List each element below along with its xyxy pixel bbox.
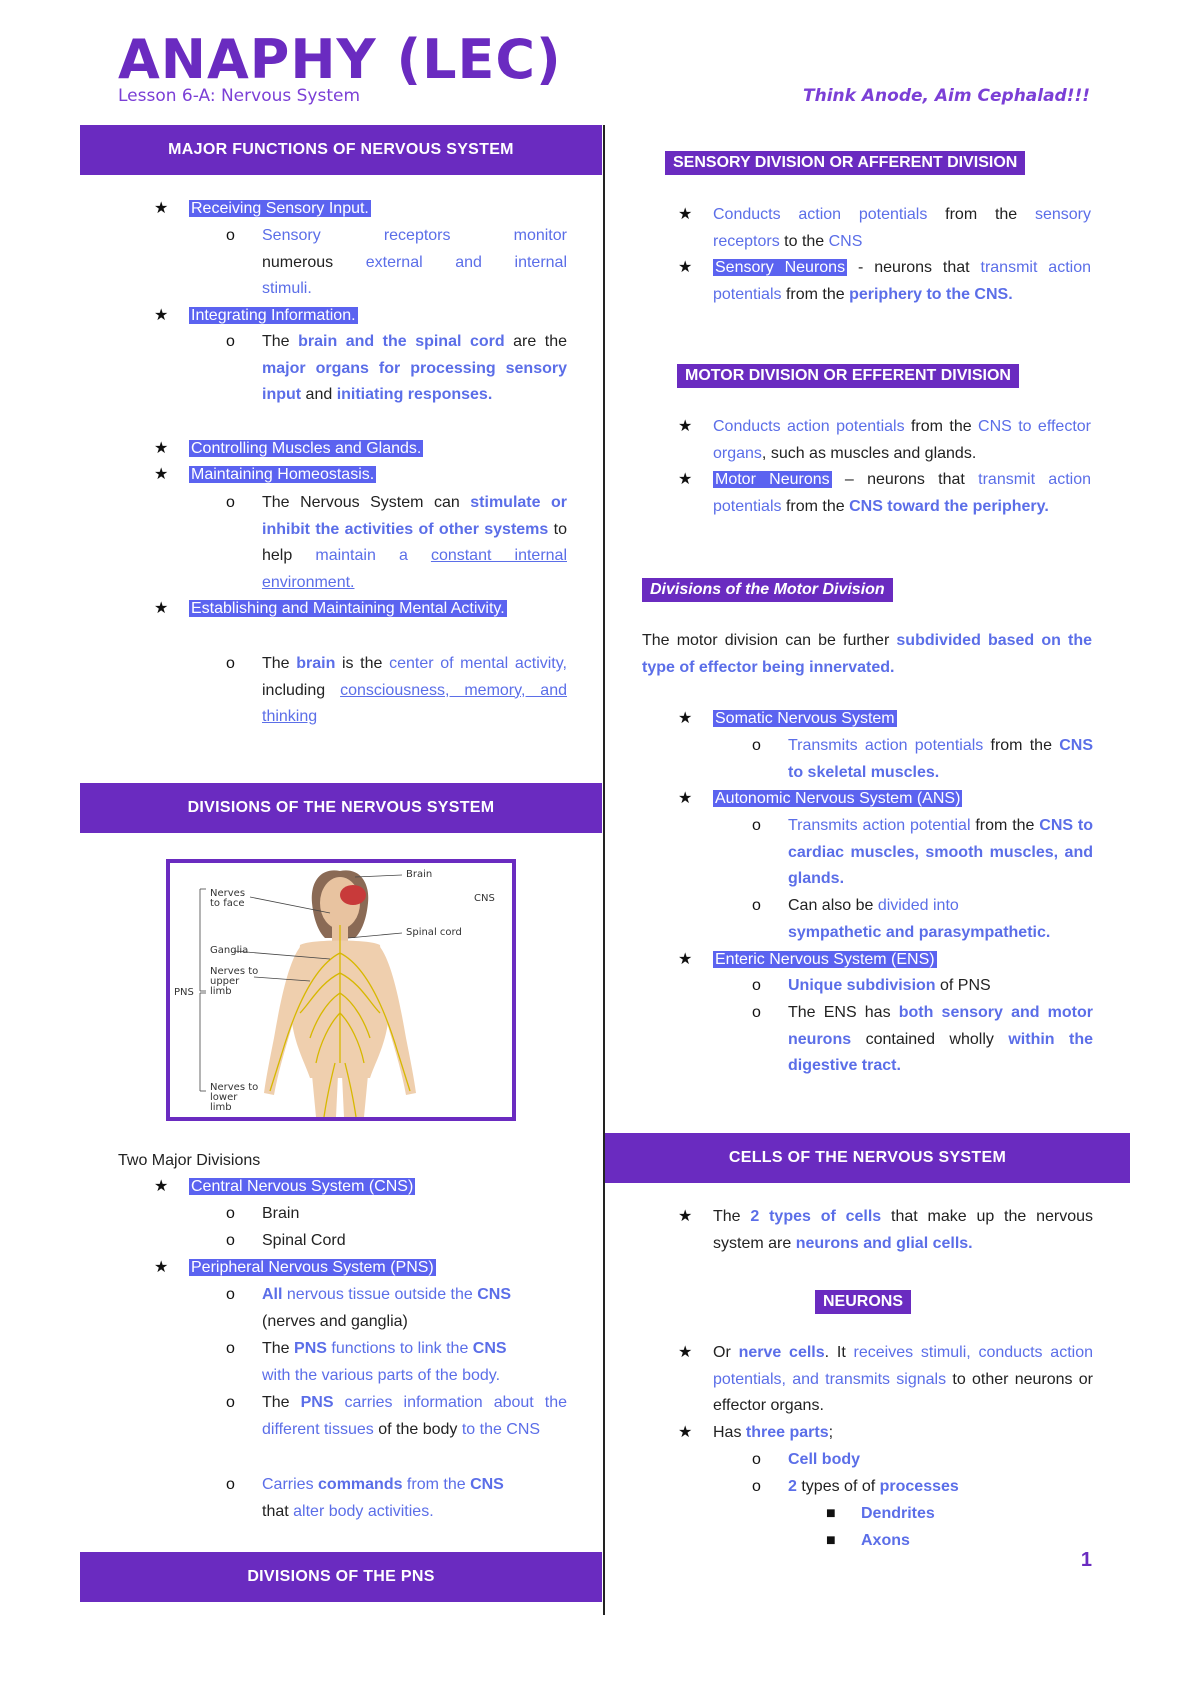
square-bullet: ■	[826, 1532, 836, 1549]
function-receiving-sensory-detail: Sensory receptors monitor numerous external and internal stimuli.	[262, 227, 567, 297]
pns-item-3: The PNS carries information about the different tissues of the body to the CNS	[262, 1394, 568, 1438]
star-bullet: ★	[678, 1424, 693, 1441]
star-bullet: ★	[678, 1208, 693, 1225]
sensory-division-heading: SENSORY DIVISION OR AFFERENT DIVISION	[665, 151, 1025, 175]
pns-item-4: Carries commands from the CNS that alter body activities.	[262, 1476, 504, 1520]
star-bullet: ★	[678, 259, 693, 276]
divisions-pns-heading: DIVISIONS OF THE PNS	[80, 1552, 602, 1602]
function-integrating-detail: The brain and the spinal cord are the major organs for processing sensory input and initiating responses.	[262, 333, 568, 403]
autonomic-label: Autonomic Nervous System (ANS)	[715, 790, 961, 807]
somatic-detail: Transmits action potentials from the CNS to skeletal muscles.	[788, 737, 1093, 781]
circle-bullet: o	[226, 333, 235, 350]
pns-label: Peripheral Nervous System (PNS)	[191, 1259, 434, 1276]
figure-label-nerves-upper-limb: Nerves to upper limb	[210, 966, 259, 997]
function-homeostasis: Maintaining Homeostasis.	[191, 466, 375, 483]
autonomic-divided: Can also be divided into sympathetic and parasympathetic.	[788, 897, 1051, 941]
figure-label-nerves-face: Nerves to face	[210, 888, 246, 909]
circle-bullet: o	[226, 1340, 235, 1357]
star-bullet: ★	[154, 440, 169, 457]
circle-bullet: o	[752, 1004, 761, 1021]
star-bullet: ★	[154, 600, 169, 617]
star-bullet: ★	[678, 471, 693, 488]
part-axons: Axons	[861, 1532, 910, 1549]
figure-label-cns: CNS	[474, 893, 495, 904]
circle-bullet: o	[752, 1451, 761, 1468]
figure-label-brain: Brain	[406, 869, 433, 880]
column-divider	[603, 125, 605, 1615]
circle-bullet: o	[226, 1232, 235, 1249]
motto: Think Anode, Aim Cephalad!!!	[803, 86, 1090, 106]
circle-bullet: o	[226, 1476, 235, 1493]
cells-heading: CELLS OF THE NERVOUS SYSTEM	[605, 1133, 1130, 1183]
function-mental-activity: Establishing and Maintaining Mental Activity.	[191, 600, 505, 617]
function-mental-detail: The brain is the center of mental activity, including consciousness, memory, and thinking	[262, 655, 568, 725]
circle-bullet: o	[752, 977, 761, 994]
figure-label-nerves-lower-limb: Nerves to lower limb	[210, 1082, 259, 1113]
circle-bullet: o	[752, 737, 761, 754]
star-bullet: ★	[154, 200, 169, 217]
circle-bullet: o	[226, 494, 235, 511]
star-bullet: ★	[678, 1344, 693, 1361]
sensory-item-2: Sensory Neurons - neurons that transmit action potentials from the periphery to the CNS.	[713, 259, 1091, 303]
cells-item-1: The 2 types of cells that make up the nervous system are neurons and glial cells.	[713, 1208, 1094, 1252]
pns-item-1: All nervous tissue outside the CNS (nerves and ganglia)	[262, 1286, 512, 1330]
part-processes: 2 types of of processes	[788, 1478, 959, 1495]
circle-bullet: o	[226, 1286, 235, 1303]
circle-bullet: o	[226, 1205, 235, 1222]
circle-bullet: o	[226, 1394, 235, 1411]
star-bullet: ★	[678, 710, 693, 727]
cns-spinal-cord: Spinal Cord	[262, 1232, 346, 1249]
motor-item-1: Conducts action potentials from the CNS to effector organs, such as muscles and glands.	[713, 418, 1092, 462]
star-bullet: ★	[678, 206, 693, 223]
sensory-item-1: Conducts action potentials from the sensory receptors to the CNS	[713, 206, 1091, 250]
star-bullet: ★	[154, 307, 169, 324]
enteric-detail-2: The ENS has both sensory and motor neurons contained wholly within the digestive tract.	[788, 1004, 1094, 1074]
circle-bullet: o	[226, 227, 235, 244]
neurons-heading: NEURONS	[815, 1290, 911, 1314]
square-bullet: ■	[826, 1505, 836, 1522]
neurons-item-1: Or nerve cells. It receives stimuli, conducts action potentials, and transmits signals to other neurons or effector organs.	[713, 1344, 1093, 1414]
star-bullet: ★	[678, 790, 693, 807]
function-receiving-sensory: Receiving Sensory Input.	[191, 200, 369, 217]
enteric-label: Enteric Nervous System (ENS)	[715, 951, 935, 968]
motor-division-heading: MOTOR DIVISION OR EFFERENT DIVISION	[677, 364, 1019, 388]
somatic-label: Somatic Nervous System	[715, 710, 895, 727]
divisions-heading: DIVISIONS OF THE NERVOUS SYSTEM	[80, 783, 602, 833]
function-controlling: Controlling Muscles and Glands.	[191, 440, 422, 457]
circle-bullet: o	[752, 1478, 761, 1495]
cns-brain: Brain	[262, 1205, 300, 1222]
nervous-system-figure	[166, 859, 516, 1121]
part-cell-body: Cell body	[788, 1451, 861, 1468]
circle-bullet: o	[752, 817, 761, 834]
autonomic-detail: Transmits action potential from the CNS to cardiac muscles, smooth muscles, and glands.	[788, 817, 1094, 887]
neurons-item-2: Has three parts;	[713, 1424, 834, 1441]
star-bullet: ★	[154, 1259, 169, 1276]
motor-item-2: Motor Neurons – neurons that transmit action potentials from the CNS toward the periphery.	[713, 471, 1092, 515]
star-bullet: ★	[678, 418, 693, 435]
figure-label-pns: PNS	[174, 987, 194, 998]
star-bullet: ★	[678, 951, 693, 968]
document-title: ANAPHY (LEC)	[118, 28, 562, 91]
figure-label-ganglia: Ganglia	[210, 945, 249, 956]
function-homeostasis-detail: The Nervous System can stimulate or inhibit the activities of other systems to help maintain a constant internal environment.	[262, 494, 567, 591]
two-major-divisions: Two Major Divisions	[118, 1152, 261, 1169]
motor-subdivisions-heading: Divisions of the Motor Division	[642, 578, 893, 602]
part-dendrites: Dendrites	[861, 1505, 935, 1522]
major-functions-heading: MAJOR FUNCTIONS OF NERVOUS SYSTEM	[80, 125, 602, 175]
page-number: 1	[1080, 1549, 1092, 1571]
circle-bullet: o	[752, 897, 761, 914]
function-integrating: Integrating Information.	[191, 307, 356, 324]
cns-label: Central Nervous System (CNS)	[191, 1178, 414, 1195]
circle-bullet: o	[226, 655, 235, 672]
star-bullet: ★	[154, 466, 169, 483]
figure-label-spinal-cord: Spinal cord	[406, 927, 462, 938]
motor-subdivisions-intro: The motor division can be further subdivided based on the type of effector being innervated.	[642, 632, 1092, 676]
lesson-subtitle: Lesson 6-A: Nervous System	[118, 86, 361, 106]
pns-item-2: The PNS functions to link the CNS with the various parts of the body.	[262, 1340, 507, 1384]
enteric-detail-1: Unique subdivision of PNS	[788, 977, 991, 994]
star-bullet: ★	[154, 1178, 169, 1195]
